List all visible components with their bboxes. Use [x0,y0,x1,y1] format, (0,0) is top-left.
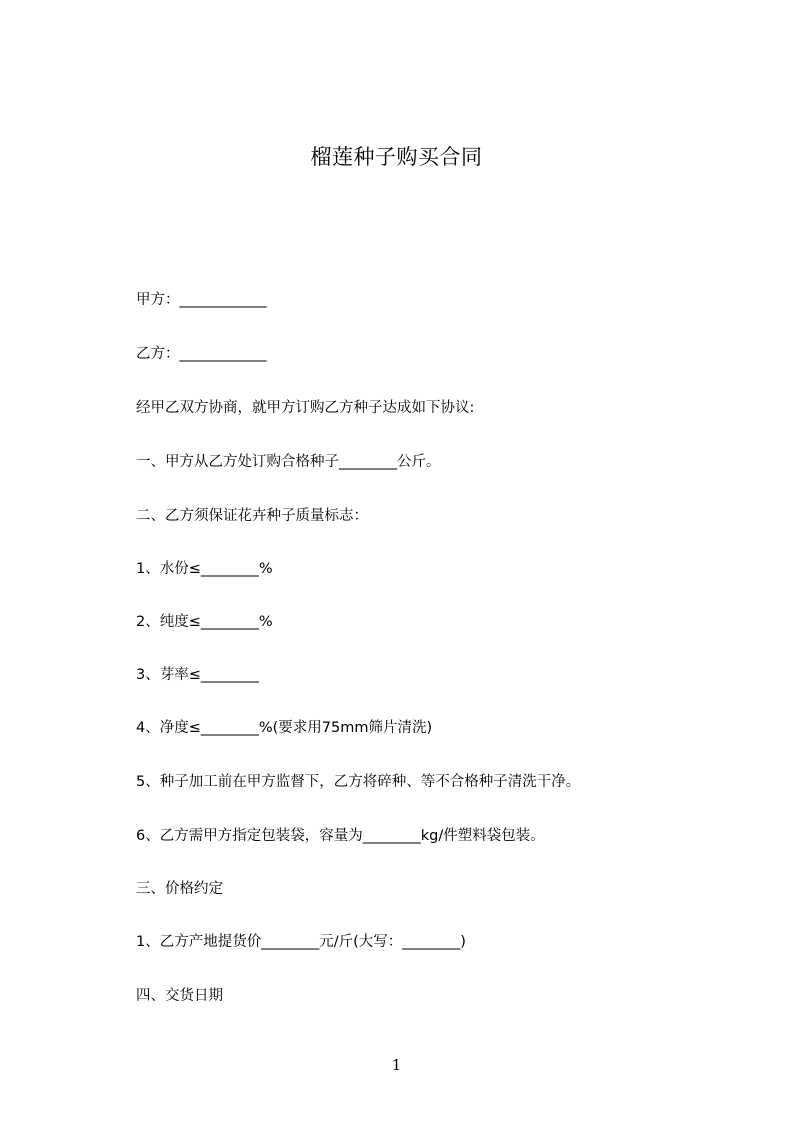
moisture-line: 1、水份≤________% [136,561,273,577]
price-line: 1、乙方产地提货价________元/斤(大写：________) [136,934,466,950]
party-b-line: 乙方：____________ [136,346,267,362]
cleanliness-line: 4、净度≤________%(要求用75mm筛片清洗) [136,720,433,736]
clause-1-line: 一、甲方从乙方处订购合格种子________公斤。 [136,454,441,470]
purity-line: 2、纯度≤________% [136,614,273,630]
clause-4-heading: 四、交货日期 [136,988,223,1004]
clause-2-heading: 二、乙方须保证花卉种子质量标志： [136,508,368,524]
packaging-line: 6、乙方需甲方指定包装袋，容量为________kg/件塑料袋包装。 [136,828,545,844]
page-number: 1 [391,1056,402,1074]
germination-line: 3、芽率≤________ [136,667,259,683]
preamble-line: 经甲乙双方协商，就甲方订购乙方种子达成如下协议: [136,400,475,416]
party-a-line: 甲方：____________ [136,292,267,308]
document-title: 榴莲种子购买合同 [310,145,483,169]
cleaning-supervision-line: 5、种子加工前在甲方监督下，乙方将碎种、等不合格种子清洗干净。 [136,774,581,790]
clause-3-heading: 三、价格约定 [136,881,223,897]
